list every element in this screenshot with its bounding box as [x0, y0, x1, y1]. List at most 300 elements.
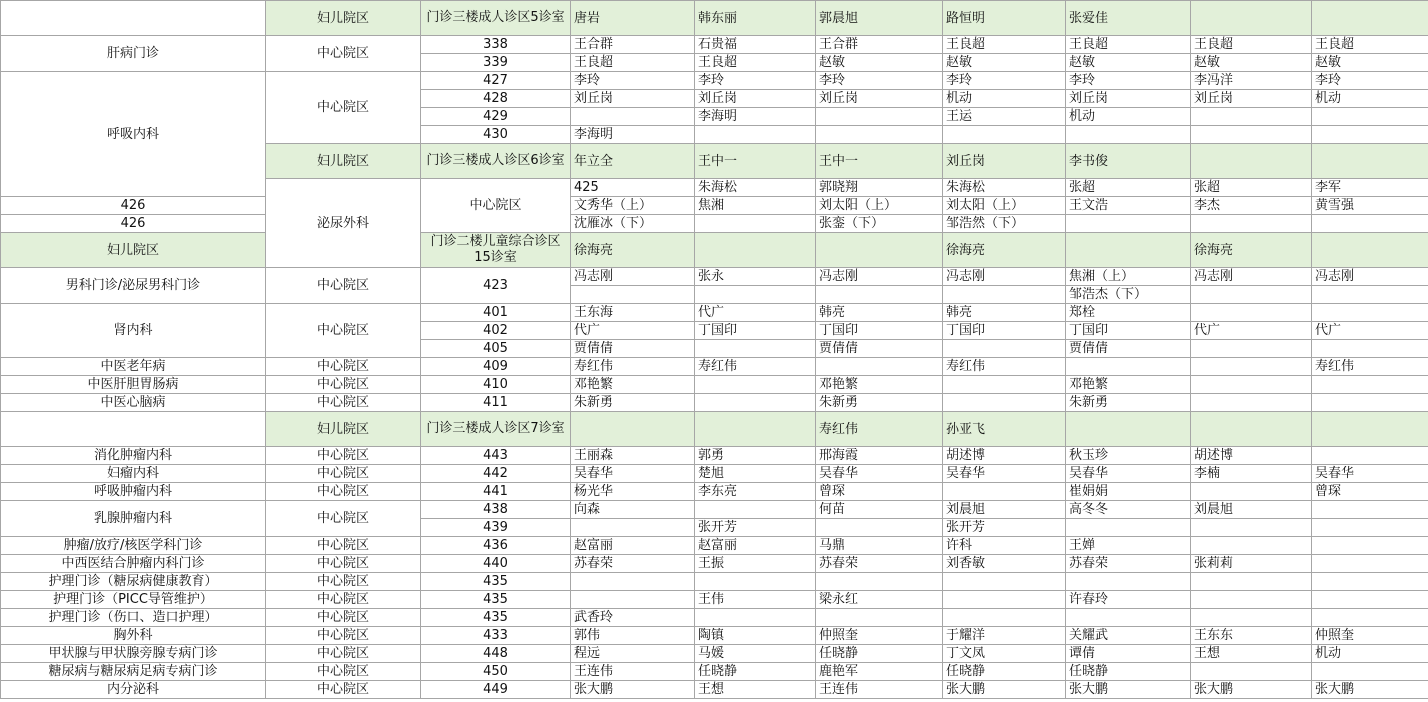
doctor-cell[interactable]: [695, 126, 816, 144]
department-cell[interactable]: 中医肝胆胃肠病: [1, 376, 266, 394]
doctor-cell[interactable]: [1191, 215, 1312, 233]
room-cell[interactable]: 435: [421, 609, 571, 627]
department-cell[interactable]: 甲状腺与甲状腺旁腺专病门诊: [1, 645, 266, 663]
doctor-cell[interactable]: 邓艳繁: [1066, 376, 1191, 394]
department-cell[interactable]: 妇儿院区: [1, 233, 266, 268]
doctor-cell[interactable]: 王连伟: [571, 663, 695, 681]
doctor-cell[interactable]: 丁国印: [816, 322, 943, 340]
department-cell[interactable]: 肾内科: [1, 304, 266, 358]
room-cell[interactable]: 423: [421, 268, 571, 304]
doctor-cell[interactable]: [1312, 340, 1428, 358]
doctor-cell[interactable]: 寿红伟: [695, 358, 816, 376]
doctor-cell[interactable]: 邹浩杰（下）: [1066, 286, 1191, 304]
doctor-cell[interactable]: 吴春华: [1066, 465, 1191, 483]
doctor-cell[interactable]: [1312, 126, 1428, 144]
doctor-cell[interactable]: 朱海松: [943, 179, 1066, 197]
room-cell[interactable]: 339: [421, 54, 571, 72]
doctor-cell[interactable]: 张永: [695, 268, 816, 286]
doctor-cell[interactable]: 王想: [1191, 645, 1312, 663]
doctor-cell[interactable]: [1191, 376, 1312, 394]
room-cell[interactable]: 439: [421, 519, 571, 537]
doctor-cell[interactable]: 崔娟娟: [1066, 483, 1191, 501]
doctor-cell[interactable]: 丁国印: [943, 322, 1066, 340]
room-cell[interactable]: 429: [421, 108, 571, 126]
doctor-cell[interactable]: 许春玲: [1066, 591, 1191, 609]
doctor-cell[interactable]: [943, 394, 1066, 412]
doctor-cell[interactable]: [943, 591, 1066, 609]
department-cell[interactable]: 糖尿病与糖尿病足病专病门诊: [1, 663, 266, 681]
campus-cell[interactable]: 中心院区: [266, 268, 421, 304]
doctor-cell[interactable]: [816, 126, 943, 144]
doctor-cell[interactable]: 黄雪强: [1312, 197, 1428, 215]
doctor-cell[interactable]: [1312, 286, 1428, 304]
doctor-cell[interactable]: 苏春荣: [571, 555, 695, 573]
doctor-cell[interactable]: 吴春华: [1312, 465, 1428, 483]
room-cell[interactable]: 448: [421, 645, 571, 663]
doctor-cell[interactable]: 李海明: [695, 108, 816, 126]
doctor-cell[interactable]: [943, 286, 1066, 304]
doctor-cell[interactable]: 朱新勇: [816, 394, 943, 412]
doctor-cell[interactable]: 李军: [1312, 179, 1428, 197]
doctor-cell[interactable]: [943, 340, 1066, 358]
doctor-cell[interactable]: 王运: [943, 108, 1066, 126]
doctor-cell[interactable]: 王东东: [1191, 627, 1312, 645]
doctor-cell[interactable]: 张爱佳: [1066, 1, 1191, 36]
doctor-cell[interactable]: [695, 394, 816, 412]
campus-cell[interactable]: 中心院区: [266, 72, 421, 144]
doctor-cell[interactable]: 陶镇: [695, 627, 816, 645]
doctor-cell[interactable]: 张莉莉: [1191, 555, 1312, 573]
campus-cell[interactable]: 中心院区: [266, 573, 421, 591]
doctor-cell[interactable]: [816, 108, 943, 126]
department-cell[interactable]: 消化肿瘤内科: [1, 447, 266, 465]
doctor-cell[interactable]: 文秀华（上）: [571, 197, 695, 215]
room-cell[interactable]: 410: [421, 376, 571, 394]
doctor-cell[interactable]: 王振: [695, 555, 816, 573]
room-cell[interactable]: 门诊二楼儿童综合诊区15诊室: [421, 233, 571, 268]
campus-cell[interactable]: 妇儿院区: [266, 1, 421, 36]
doctor-cell[interactable]: 朱新勇: [571, 394, 695, 412]
doctor-cell[interactable]: 王婵: [1066, 537, 1191, 555]
doctor-cell[interactable]: 吴春华: [943, 465, 1066, 483]
doctor-cell[interactable]: 王良超: [943, 36, 1066, 54]
doctor-cell[interactable]: 路恒明: [943, 1, 1066, 36]
doctor-cell[interactable]: [1191, 108, 1312, 126]
doctor-cell[interactable]: [943, 376, 1066, 394]
doctor-cell[interactable]: 程远: [571, 645, 695, 663]
doctor-cell[interactable]: [1191, 412, 1312, 447]
doctor-cell[interactable]: 赵敏: [1191, 54, 1312, 72]
doctor-cell[interactable]: 楚旭: [695, 465, 816, 483]
doctor-cell[interactable]: [1191, 340, 1312, 358]
doctor-cell[interactable]: [816, 573, 943, 591]
department-cell[interactable]: [1, 412, 266, 447]
doctor-cell[interactable]: 许科: [943, 537, 1066, 555]
department-cell[interactable]: 426: [1, 215, 266, 233]
room-cell[interactable]: 436: [421, 537, 571, 555]
doctor-cell[interactable]: 任晓静: [695, 663, 816, 681]
doctor-cell[interactable]: 刘晨旭: [943, 501, 1066, 519]
room-cell[interactable]: 402: [421, 322, 571, 340]
doctor-cell[interactable]: 赵敏: [816, 54, 943, 72]
doctor-cell[interactable]: 赵敏: [943, 54, 1066, 72]
doctor-cell[interactable]: [1191, 537, 1312, 555]
campus-cell[interactable]: 中心院区: [266, 483, 421, 501]
doctor-cell[interactable]: 王中一: [816, 144, 943, 179]
doctor-cell[interactable]: 张大鹏: [1066, 681, 1191, 699]
doctor-cell[interactable]: 朱新勇: [1066, 394, 1191, 412]
doctor-cell[interactable]: 杨光华: [571, 483, 695, 501]
doctor-cell[interactable]: [571, 412, 695, 447]
doctor-cell[interactable]: [1066, 215, 1191, 233]
room-cell[interactable]: 409: [421, 358, 571, 376]
campus-cell[interactable]: 妇儿院区: [266, 412, 421, 447]
doctor-cell[interactable]: 王良超: [1191, 36, 1312, 54]
doctor-cell[interactable]: 马鼎: [816, 537, 943, 555]
room-cell[interactable]: 449: [421, 681, 571, 699]
doctor-cell[interactable]: 冯志刚: [943, 268, 1066, 286]
doctor-cell[interactable]: 李海明: [571, 126, 695, 144]
doctor-cell[interactable]: [1312, 215, 1428, 233]
doctor-cell[interactable]: 寿红伟: [1312, 358, 1428, 376]
room-cell[interactable]: 450: [421, 663, 571, 681]
room-cell[interactable]: 411: [421, 394, 571, 412]
doctor-cell[interactable]: 张超: [1191, 179, 1312, 197]
doctor-cell[interactable]: 郭伟: [571, 627, 695, 645]
campus-cell[interactable]: 中心院区: [266, 591, 421, 609]
doctor-cell[interactable]: [1191, 126, 1312, 144]
doctor-cell[interactable]: 李楠: [1191, 465, 1312, 483]
room-cell[interactable]: 门诊三楼成人诊区5诊室: [421, 1, 571, 36]
doctor-cell[interactable]: 关耀武: [1066, 627, 1191, 645]
doctor-cell[interactable]: 王东海: [571, 304, 695, 322]
campus-cell[interactable]: 中心院区: [266, 394, 421, 412]
doctor-cell[interactable]: 张开芳: [695, 519, 816, 537]
doctor-cell[interactable]: 寿红伟: [571, 358, 695, 376]
doctor-cell[interactable]: [1312, 501, 1428, 519]
doctor-cell[interactable]: 梁永红: [816, 591, 943, 609]
campus-cell[interactable]: 中心院区: [266, 609, 421, 627]
department-cell[interactable]: 肿瘤/放疗/核医学科门诊: [1, 537, 266, 555]
room-cell[interactable]: 338: [421, 36, 571, 54]
department-cell[interactable]: 呼吸内科: [1, 72, 266, 197]
room-cell[interactable]: 433: [421, 627, 571, 645]
doctor-cell[interactable]: 鹿艳军: [816, 663, 943, 681]
doctor-cell[interactable]: [1191, 144, 1312, 179]
doctor-cell[interactable]: [695, 501, 816, 519]
doctor-cell[interactable]: 张大鹏: [943, 681, 1066, 699]
doctor-cell[interactable]: [1191, 394, 1312, 412]
doctor-cell[interactable]: 冯志刚: [816, 268, 943, 286]
doctor-cell[interactable]: 代广: [1191, 322, 1312, 340]
doctor-cell[interactable]: 张大鹏: [1312, 681, 1428, 699]
doctor-cell[interactable]: [1066, 233, 1191, 268]
doctor-cell[interactable]: 赵富丽: [571, 537, 695, 555]
doctor-cell[interactable]: 年立全: [571, 144, 695, 179]
doctor-cell[interactable]: [816, 609, 943, 627]
doctor-cell[interactable]: [1312, 663, 1428, 681]
doctor-cell[interactable]: 机动: [1066, 108, 1191, 126]
doctor-cell[interactable]: 刘太阳（上）: [816, 197, 943, 215]
doctor-cell[interactable]: [1312, 537, 1428, 555]
doctor-cell[interactable]: 焦湘（上）: [1066, 268, 1191, 286]
doctor-cell[interactable]: 邓艳繁: [571, 376, 695, 394]
department-cell[interactable]: 护理门诊（PICC导管维护）: [1, 591, 266, 609]
doctor-cell[interactable]: 丁国印: [695, 322, 816, 340]
doctor-cell[interactable]: 邹浩然（下）: [943, 215, 1066, 233]
doctor-cell[interactable]: 425: [571, 179, 695, 197]
doctor-cell[interactable]: 刘香敏: [943, 555, 1066, 573]
doctor-cell[interactable]: 张大鹏: [571, 681, 695, 699]
doctor-cell[interactable]: 赵富丽: [695, 537, 816, 555]
doctor-cell[interactable]: 赵敏: [1312, 54, 1428, 72]
doctor-cell[interactable]: 王良超: [695, 54, 816, 72]
doctor-cell[interactable]: 刘丘岗: [695, 90, 816, 108]
doctor-cell[interactable]: 李冯洋: [1191, 72, 1312, 90]
doctor-cell[interactable]: 韩亮: [816, 304, 943, 322]
doctor-cell[interactable]: 沈雁冰（下）: [571, 215, 695, 233]
doctor-cell[interactable]: [1066, 573, 1191, 591]
doctor-cell[interactable]: 李玲: [1312, 72, 1428, 90]
doctor-cell[interactable]: 任晓静: [816, 645, 943, 663]
doctor-cell[interactable]: [1312, 108, 1428, 126]
doctor-cell[interactable]: [1312, 573, 1428, 591]
doctor-cell[interactable]: [695, 412, 816, 447]
doctor-cell[interactable]: [943, 609, 1066, 627]
doctor-cell[interactable]: 刘丘岗: [571, 90, 695, 108]
doctor-cell[interactable]: 李玲: [816, 72, 943, 90]
doctor-cell[interactable]: 刘丘岗: [816, 90, 943, 108]
department-cell[interactable]: 胸外科: [1, 627, 266, 645]
doctor-cell[interactable]: 李书俊: [1066, 144, 1191, 179]
doctor-cell[interactable]: 寿红伟: [816, 412, 943, 447]
doctor-cell[interactable]: 刘太阳（上）: [943, 197, 1066, 215]
doctor-cell[interactable]: 王合群: [571, 36, 695, 54]
doctor-cell[interactable]: 仲照奎: [816, 627, 943, 645]
doctor-cell[interactable]: 冯志刚: [571, 268, 695, 286]
doctor-cell[interactable]: [1191, 358, 1312, 376]
doctor-cell[interactable]: [1191, 304, 1312, 322]
doctor-cell[interactable]: [695, 573, 816, 591]
doctor-cell[interactable]: [1066, 609, 1191, 627]
doctor-cell[interactable]: 秋玉珍: [1066, 447, 1191, 465]
doctor-cell[interactable]: [1191, 591, 1312, 609]
doctor-cell[interactable]: 谭倩: [1066, 645, 1191, 663]
doctor-cell[interactable]: 胡述博: [1191, 447, 1312, 465]
doctor-cell[interactable]: 李东亮: [695, 483, 816, 501]
doctor-cell[interactable]: 赵敏: [1066, 54, 1191, 72]
doctor-cell[interactable]: 焦湘: [695, 197, 816, 215]
doctor-cell[interactable]: 吴春华: [816, 465, 943, 483]
doctor-cell[interactable]: [943, 126, 1066, 144]
doctor-cell[interactable]: [571, 591, 695, 609]
doctor-cell[interactable]: 王合群: [816, 36, 943, 54]
campus-cell[interactable]: 中心院区: [266, 627, 421, 645]
doctor-cell[interactable]: 贾倩倩: [816, 340, 943, 358]
doctor-cell[interactable]: 马媛: [695, 645, 816, 663]
doctor-cell[interactable]: [571, 286, 695, 304]
doctor-cell[interactable]: [943, 483, 1066, 501]
doctor-cell[interactable]: 任晓静: [1066, 663, 1191, 681]
doctor-cell[interactable]: 仲照奎: [1312, 627, 1428, 645]
doctor-cell[interactable]: [571, 573, 695, 591]
doctor-cell[interactable]: 贾倩倩: [571, 340, 695, 358]
doctor-cell[interactable]: [1312, 591, 1428, 609]
doctor-cell[interactable]: [1312, 394, 1428, 412]
doctor-cell[interactable]: [1066, 519, 1191, 537]
campus-cell[interactable]: 中心院区: [266, 447, 421, 465]
department-cell[interactable]: 护理门诊（糖尿病健康教育）: [1, 573, 266, 591]
doctor-cell[interactable]: [1191, 609, 1312, 627]
doctor-cell[interactable]: 王想: [695, 681, 816, 699]
doctor-cell[interactable]: 丁国印: [1066, 322, 1191, 340]
doctor-cell[interactable]: [816, 233, 943, 268]
doctor-cell[interactable]: [1191, 1, 1312, 36]
doctor-cell[interactable]: 邢海霞: [816, 447, 943, 465]
doctor-cell[interactable]: [1066, 358, 1191, 376]
doctor-cell[interactable]: [1312, 555, 1428, 573]
room-cell[interactable]: 440: [421, 555, 571, 573]
room-cell[interactable]: 401: [421, 304, 571, 322]
doctor-cell[interactable]: [1191, 663, 1312, 681]
doctor-cell[interactable]: 张大鹏: [1191, 681, 1312, 699]
doctor-cell[interactable]: 刘晨旭: [1191, 501, 1312, 519]
doctor-cell[interactable]: 张开芳: [943, 519, 1066, 537]
doctor-cell[interactable]: 郑栓: [1066, 304, 1191, 322]
room-cell[interactable]: 430: [421, 126, 571, 144]
department-cell[interactable]: 乳腺肿瘤内科: [1, 501, 266, 537]
doctor-cell[interactable]: 刘丘岗: [943, 144, 1066, 179]
doctor-cell[interactable]: 代广: [571, 322, 695, 340]
doctor-cell[interactable]: 王伟: [695, 591, 816, 609]
doctor-cell[interactable]: 曾琛: [816, 483, 943, 501]
room-cell[interactable]: 435: [421, 573, 571, 591]
room-cell[interactable]: 405: [421, 340, 571, 358]
room-cell[interactable]: 427: [421, 72, 571, 90]
doctor-cell[interactable]: [1312, 609, 1428, 627]
doctor-cell[interactable]: 郭晓翔: [816, 179, 943, 197]
department-cell[interactable]: 中医老年病: [1, 358, 266, 376]
doctor-cell[interactable]: [1066, 126, 1191, 144]
doctor-cell[interactable]: 李玲: [1066, 72, 1191, 90]
doctor-cell[interactable]: [1312, 144, 1428, 179]
campus-cell[interactable]: 中心院区: [266, 36, 421, 72]
doctor-cell[interactable]: 苏春荣: [1066, 555, 1191, 573]
doctor-cell[interactable]: 李玲: [571, 72, 695, 90]
doctor-cell[interactable]: 王良超: [571, 54, 695, 72]
doctor-cell[interactable]: 曾琛: [1312, 483, 1428, 501]
doctor-cell[interactable]: 王丽森: [571, 447, 695, 465]
doctor-cell[interactable]: 韩东丽: [695, 1, 816, 36]
campus-cell[interactable]: 中心院区: [266, 663, 421, 681]
campus-cell[interactable]: 中心院区: [266, 501, 421, 537]
campus-cell[interactable]: 泌尿外科: [266, 179, 421, 268]
doctor-cell[interactable]: [1312, 376, 1428, 394]
doctor-cell[interactable]: [1312, 412, 1428, 447]
doctor-cell[interactable]: 机动: [1312, 645, 1428, 663]
doctor-cell[interactable]: 代广: [695, 304, 816, 322]
doctor-cell[interactable]: 刘丘岗: [1191, 90, 1312, 108]
doctor-cell[interactable]: 丁文凤: [943, 645, 1066, 663]
doctor-cell[interactable]: 王中一: [695, 144, 816, 179]
campus-cell[interactable]: 中心院区: [266, 645, 421, 663]
room-cell[interactable]: 435: [421, 591, 571, 609]
doctor-cell[interactable]: 王文浩: [1066, 197, 1191, 215]
doctor-cell[interactable]: 李玲: [695, 72, 816, 90]
department-cell[interactable]: 中西医结合肿瘤内科门诊: [1, 555, 266, 573]
department-cell[interactable]: 肝病门诊: [1, 36, 266, 72]
doctor-cell[interactable]: 韩亮: [943, 304, 1066, 322]
doctor-cell[interactable]: 李杰: [1191, 197, 1312, 215]
doctor-cell[interactable]: [1191, 519, 1312, 537]
doctor-cell[interactable]: 刘丘岗: [1066, 90, 1191, 108]
doctor-cell[interactable]: [695, 215, 816, 233]
doctor-cell[interactable]: [1312, 304, 1428, 322]
doctor-cell[interactable]: 张超: [1066, 179, 1191, 197]
department-cell[interactable]: 中医心脑病: [1, 394, 266, 412]
doctor-cell[interactable]: [695, 376, 816, 394]
room-cell[interactable]: 441: [421, 483, 571, 501]
doctor-cell[interactable]: 武香玲: [571, 609, 695, 627]
department-cell[interactable]: 男科门诊/泌尿男科门诊: [1, 268, 266, 304]
room-cell[interactable]: 443: [421, 447, 571, 465]
doctor-cell[interactable]: 苏春荣: [816, 555, 943, 573]
doctor-cell[interactable]: 向森: [571, 501, 695, 519]
doctor-cell[interactable]: 王良超: [1066, 36, 1191, 54]
doctor-cell[interactable]: 孙亚飞: [943, 412, 1066, 447]
doctor-cell[interactable]: 张銮（下）: [816, 215, 943, 233]
doctor-cell[interactable]: 徐海亮: [943, 233, 1066, 268]
doctor-cell[interactable]: [816, 286, 943, 304]
doctor-cell[interactable]: [943, 573, 1066, 591]
room-cell[interactable]: 438: [421, 501, 571, 519]
doctor-cell[interactable]: 何苗: [816, 501, 943, 519]
doctor-cell[interactable]: 王良超: [1312, 36, 1428, 54]
doctor-cell[interactable]: 贾倩倩: [1066, 340, 1191, 358]
room-cell[interactable]: 442: [421, 465, 571, 483]
doctor-cell[interactable]: 机动: [943, 90, 1066, 108]
doctor-cell[interactable]: 代广: [1312, 322, 1428, 340]
doctor-cell[interactable]: 唐岩: [571, 1, 695, 36]
doctor-cell[interactable]: 郭晨旭: [816, 1, 943, 36]
doctor-cell[interactable]: 寿红伟: [943, 358, 1066, 376]
doctor-cell[interactable]: [695, 340, 816, 358]
doctor-cell[interactable]: 冯志刚: [1191, 268, 1312, 286]
doctor-cell[interactable]: [1066, 412, 1191, 447]
department-cell[interactable]: 426: [1, 197, 266, 215]
doctor-cell[interactable]: 胡述博: [943, 447, 1066, 465]
campus-cell[interactable]: 中心院区: [266, 465, 421, 483]
doctor-cell[interactable]: 郭勇: [695, 447, 816, 465]
campus-cell[interactable]: 中心院区: [266, 537, 421, 555]
doctor-cell[interactable]: 任晓静: [943, 663, 1066, 681]
doctor-cell[interactable]: 王连伟: [816, 681, 943, 699]
doctor-cell[interactable]: 徐海亮: [571, 233, 695, 268]
doctor-cell[interactable]: [695, 233, 816, 268]
doctor-cell[interactable]: [1312, 519, 1428, 537]
campus-cell[interactable]: 中心院区: [266, 681, 421, 699]
department-cell[interactable]: [1, 1, 266, 36]
doctor-cell[interactable]: [1312, 1, 1428, 36]
room-cell[interactable]: 428: [421, 90, 571, 108]
doctor-cell[interactable]: 李玲: [943, 72, 1066, 90]
doctor-cell[interactable]: [816, 358, 943, 376]
department-cell[interactable]: 呼吸肿瘤内科: [1, 483, 266, 501]
doctor-cell[interactable]: 于耀洋: [943, 627, 1066, 645]
doctor-cell[interactable]: 朱海松: [695, 179, 816, 197]
campus-cell[interactable]: 中心院区: [266, 555, 421, 573]
doctor-cell[interactable]: [1312, 447, 1428, 465]
